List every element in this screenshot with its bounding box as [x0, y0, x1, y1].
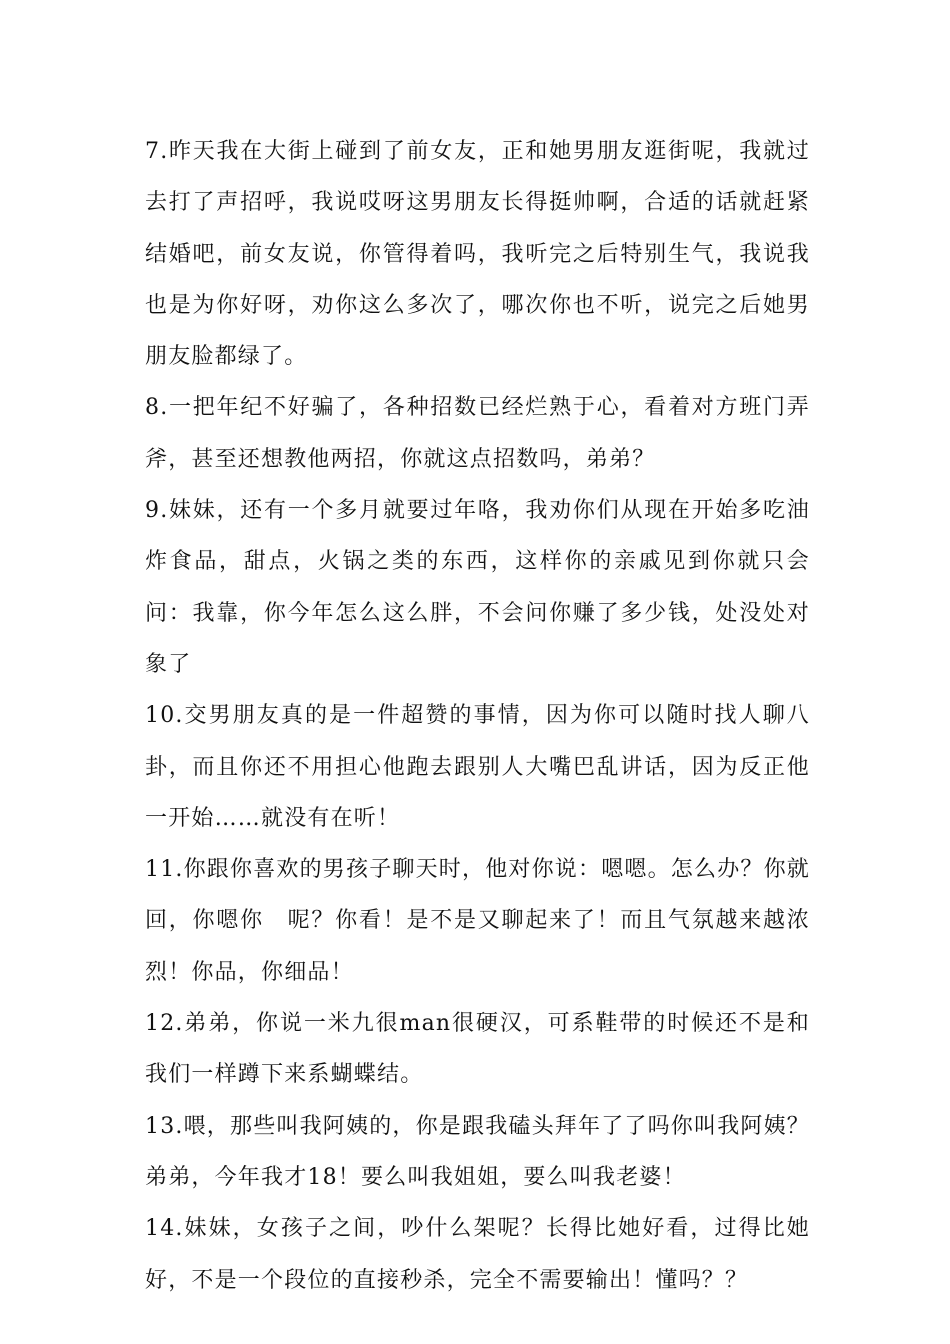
paragraph-7: 7.昨天我在大街上碰到了前女友，正和她男朋友逛街呢，我就过去打了声招呼，我说哎呀这男朋友长得挺帅啊，合适的话就赶紧结婚吧，前女友说，你管得着吗，我听完之后特别生气，我说我也是为你好呀，劝你这么多次了，哪次你也不听，说完之后她男朋友脸都绿了。 [145, 139, 810, 370]
paragraph-8: 8.一把年纪不好骗了，各种招数已经烂熟于心，看着对方班门弄斧，甚至还想教他两招，你就这点招数吗，弟弟？ [145, 395, 810, 472]
document-body [145, 126, 810, 1306]
paragraph-11: 11.你跟你喜欢的男孩子聊天时，他对你说：嗯嗯。怎么办？你就回，你嗯你 呢？你看！是不是又聊起来了！而且气氛越来越浓烈！你品，你细品！ [145, 857, 810, 985]
paragraph-12: 12.弟弟，你说一米九很man很硬汉，可系鞋带的时候还不是和我们一样蹲下来系蝴蝶结。 [145, 1011, 810, 1088]
paragraph-14: 14.妹妹，女孩子之间，吵什么架呢？长得比她好看，过得比她好，不是一个段位的直接秒杀，完全不需要输出！懂吗？？ [145, 1216, 810, 1293]
paragraph-9: 9.妹妹，还有一个多月就要过年咯，我劝你们从现在开始多吃油炸食品，甜点，火锅之类的东西，这样你的亲戚见到你就只会问：我靠，你今年怎么这么胖，不会问你赚了多少钱，处没处对象了 [145, 498, 810, 677]
paragraph-10: 10.交男朋友真的是一件超赞的事情，因为你可以随时找人聊八卦，而且你还不用担心他跑去跟别人大嘴巴乱讲话，因为反正他一开始……就没有在听！ [145, 703, 810, 831]
paragraph-13: 13.喂，那些叫我阿姨的，你是跟我磕头拜年了了吗你叫我阿姨？弟弟，今年我才18！要么叫我姐姐，要么叫我老婆！ [145, 1113, 810, 1190]
